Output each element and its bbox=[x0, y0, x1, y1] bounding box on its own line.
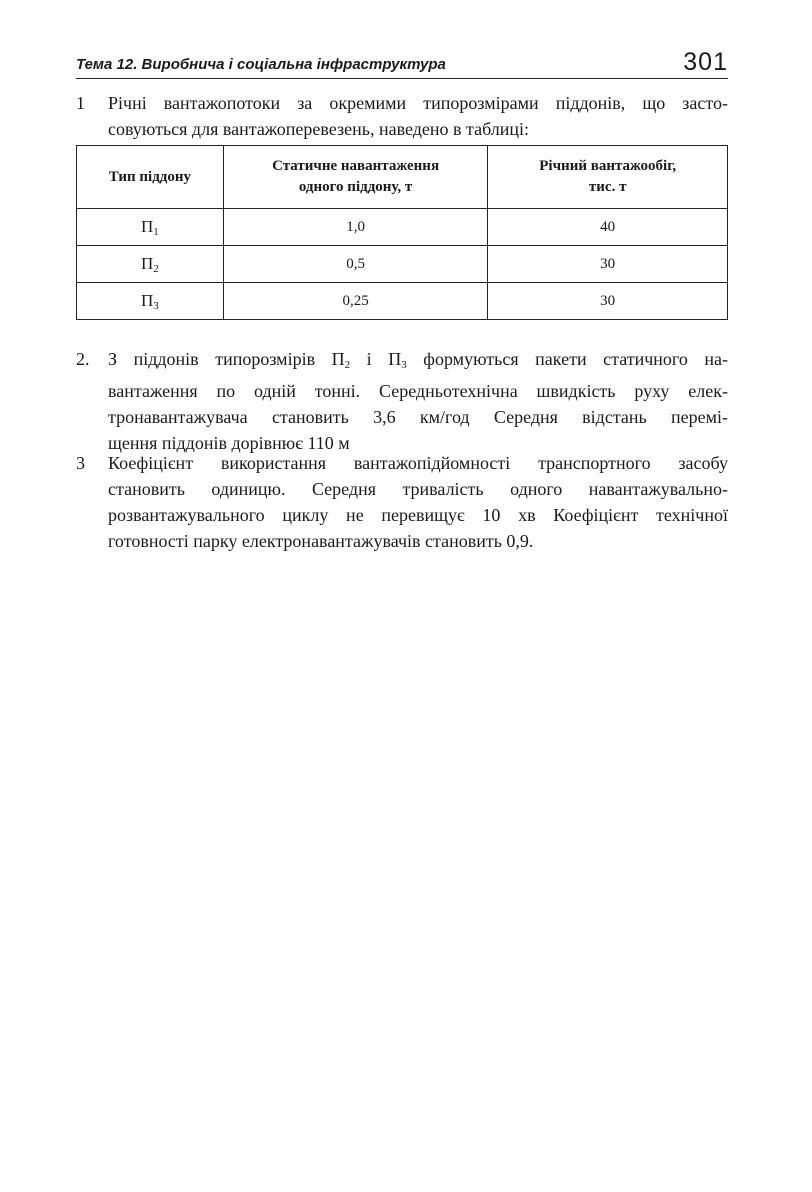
header-static-load: Статичне навантаження одного піддону, т bbox=[223, 146, 488, 209]
text-line: З піддонів типорозмірів $П_2$ і $П_3$ формуються пакети статичного на- bbox=[108, 349, 729, 371]
cell-load: 1,0 bbox=[223, 209, 488, 246]
task-item-3 bbox=[76, 450, 728, 554]
item-number: 1 bbox=[76, 93, 85, 113]
cell-load: 0,25 bbox=[223, 283, 488, 320]
item-text bbox=[108, 450, 728, 554]
text-line: вантаження по одній тонні. Середньотехнічна швидкість руху елек- bbox=[108, 381, 728, 401]
running-header bbox=[76, 50, 728, 79]
cell-type: $П_3$ bbox=[77, 283, 224, 320]
cell-type: $П_1$ bbox=[77, 209, 224, 246]
cell-turnover: 40 bbox=[488, 209, 728, 246]
item-text bbox=[108, 90, 728, 142]
page-number: 301 bbox=[683, 48, 728, 76]
text-line: розвантажувального циклу не перевищує 10 хв Коефіцієнт технічної bbox=[108, 505, 728, 525]
text-line: становить одиницю. Середня тривалість одного навантажувально- bbox=[108, 479, 728, 499]
text-line: Річні вантажопотоки за окремими типорозмірами піддонів, що засто- bbox=[108, 93, 728, 113]
text-line: готовності парку електронавантажувачів становить 0,9. bbox=[108, 531, 534, 551]
cell-turnover: 30 bbox=[488, 246, 728, 283]
cell-type: $П_2$ bbox=[77, 246, 224, 283]
pallet-table bbox=[76, 145, 728, 320]
item-number: 2. bbox=[76, 349, 90, 369]
task-item-1 bbox=[76, 90, 728, 142]
table-row bbox=[77, 246, 728, 283]
table-row bbox=[77, 209, 728, 246]
header-pallet-type: Тип піддону bbox=[77, 146, 224, 209]
text-line: совуються для вантажоперевезень, наведено в таблиці: bbox=[108, 119, 530, 139]
text-line: тронавантажувача становить 3,6 км/год Середня відстань перемі- bbox=[108, 407, 728, 427]
cell-load: 0,5 bbox=[223, 246, 488, 283]
cell-turnover: 30 bbox=[488, 283, 728, 320]
task-item-2 bbox=[76, 346, 728, 456]
header-annual-turnover: Річний вантажообіг, тис. т bbox=[488, 146, 728, 209]
item-text bbox=[108, 346, 728, 456]
chapter-title: Тема 12. Виробнича і соціальна інфраструктура bbox=[76, 56, 446, 73]
item-number: 3 bbox=[76, 453, 85, 473]
text-line: щення піддонів дорівнює 110 м bbox=[108, 433, 350, 453]
table-row bbox=[77, 283, 728, 320]
text-line: Коефіцієнт використання вантажопідйомності транспортного засобу bbox=[108, 453, 728, 473]
table-header-row bbox=[77, 146, 728, 209]
